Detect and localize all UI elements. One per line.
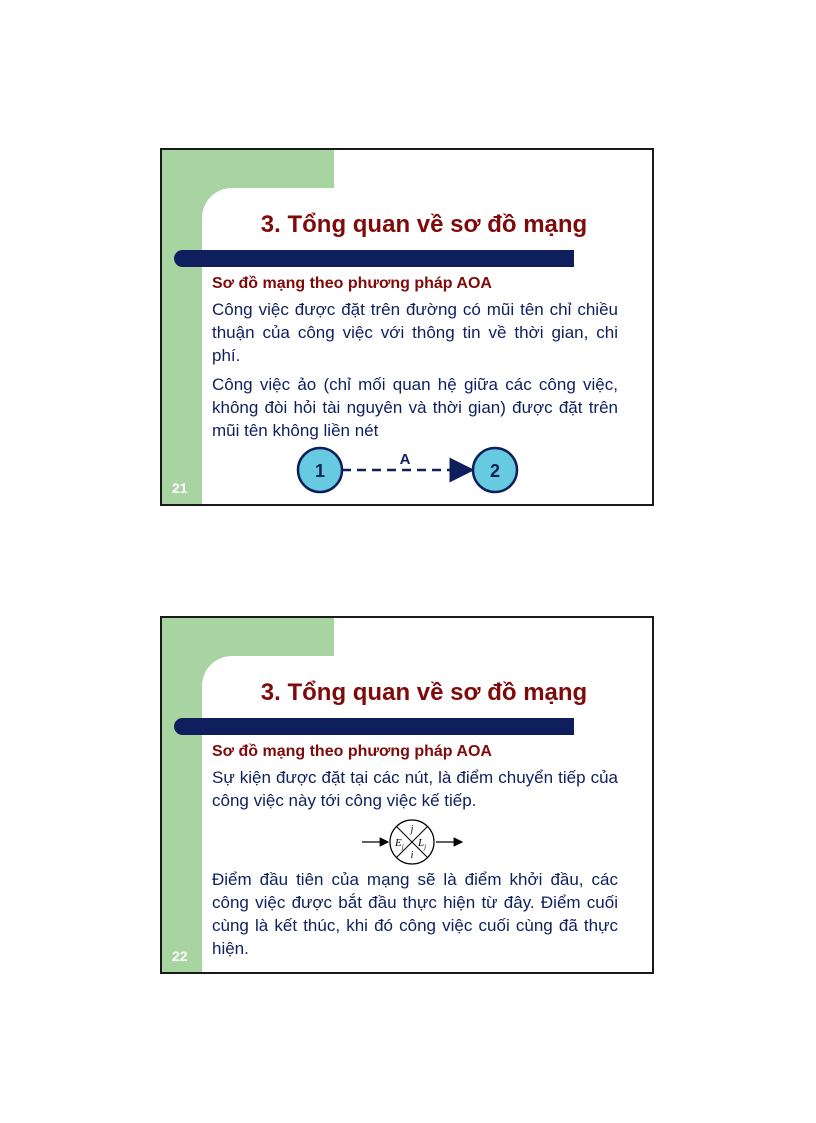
node-bottom-label: i [410,850,414,861]
slide-22 [160,616,654,974]
green-accent-left [162,618,202,972]
paragraph-2: Công việc ảo (chỉ mối quan hệ giữa các công việc, không đòi hỏi tài nguyên và thời gian) được đặt trên mũi tên không liền nét [212,375,618,440]
page-number: 21 [172,480,188,496]
paragraph-2: Điểm đầu tiên của mạng sẽ là điểm khởi đầu, các công việc được bắt đầu thực hiện từ đây. Điểm cuối cùng là kết thúc, khi đó công việc cuối cùng đã thực hiện. [212,870,618,958]
paragraph-1: Sự kiện được đặt tại các nút, là điểm chuyển tiếp của công việc này tới công việc kế tiếp. [212,768,618,810]
node-start-label: 1 [314,461,326,481]
page-number: 22 [172,948,188,964]
slide-subtitle: Sơ đồ mạng theo phương pháp AOA [212,743,492,760]
node-end-label: 2 [489,461,501,481]
green-accent-left [162,150,202,504]
title-underline-bar [174,718,574,735]
node-top-label: j [410,824,414,835]
paragraph-1: Công việc được đặt trên đường có mũi tên chỉ chiều thuận của công việc với thông tin về thời gian, chi phí. [212,300,618,365]
slide-title: 3. Tổng quan về sơ đồ mạng [260,211,588,238]
node-left-label: $E_j$ [395,837,404,851]
slide-title: 3. Tổng quan về sơ đồ mạng [260,679,588,706]
slide-subtitle: Sơ đồ mạng theo phương pháp AOA [212,275,492,292]
node-right-label: $L_j$ [418,837,427,851]
title-underline-bar [174,250,574,267]
slide-21 [160,148,654,506]
event-node-diagram [360,816,470,876]
dummy-activity-diagram [292,444,528,494]
arrow-label: A [399,451,411,468]
